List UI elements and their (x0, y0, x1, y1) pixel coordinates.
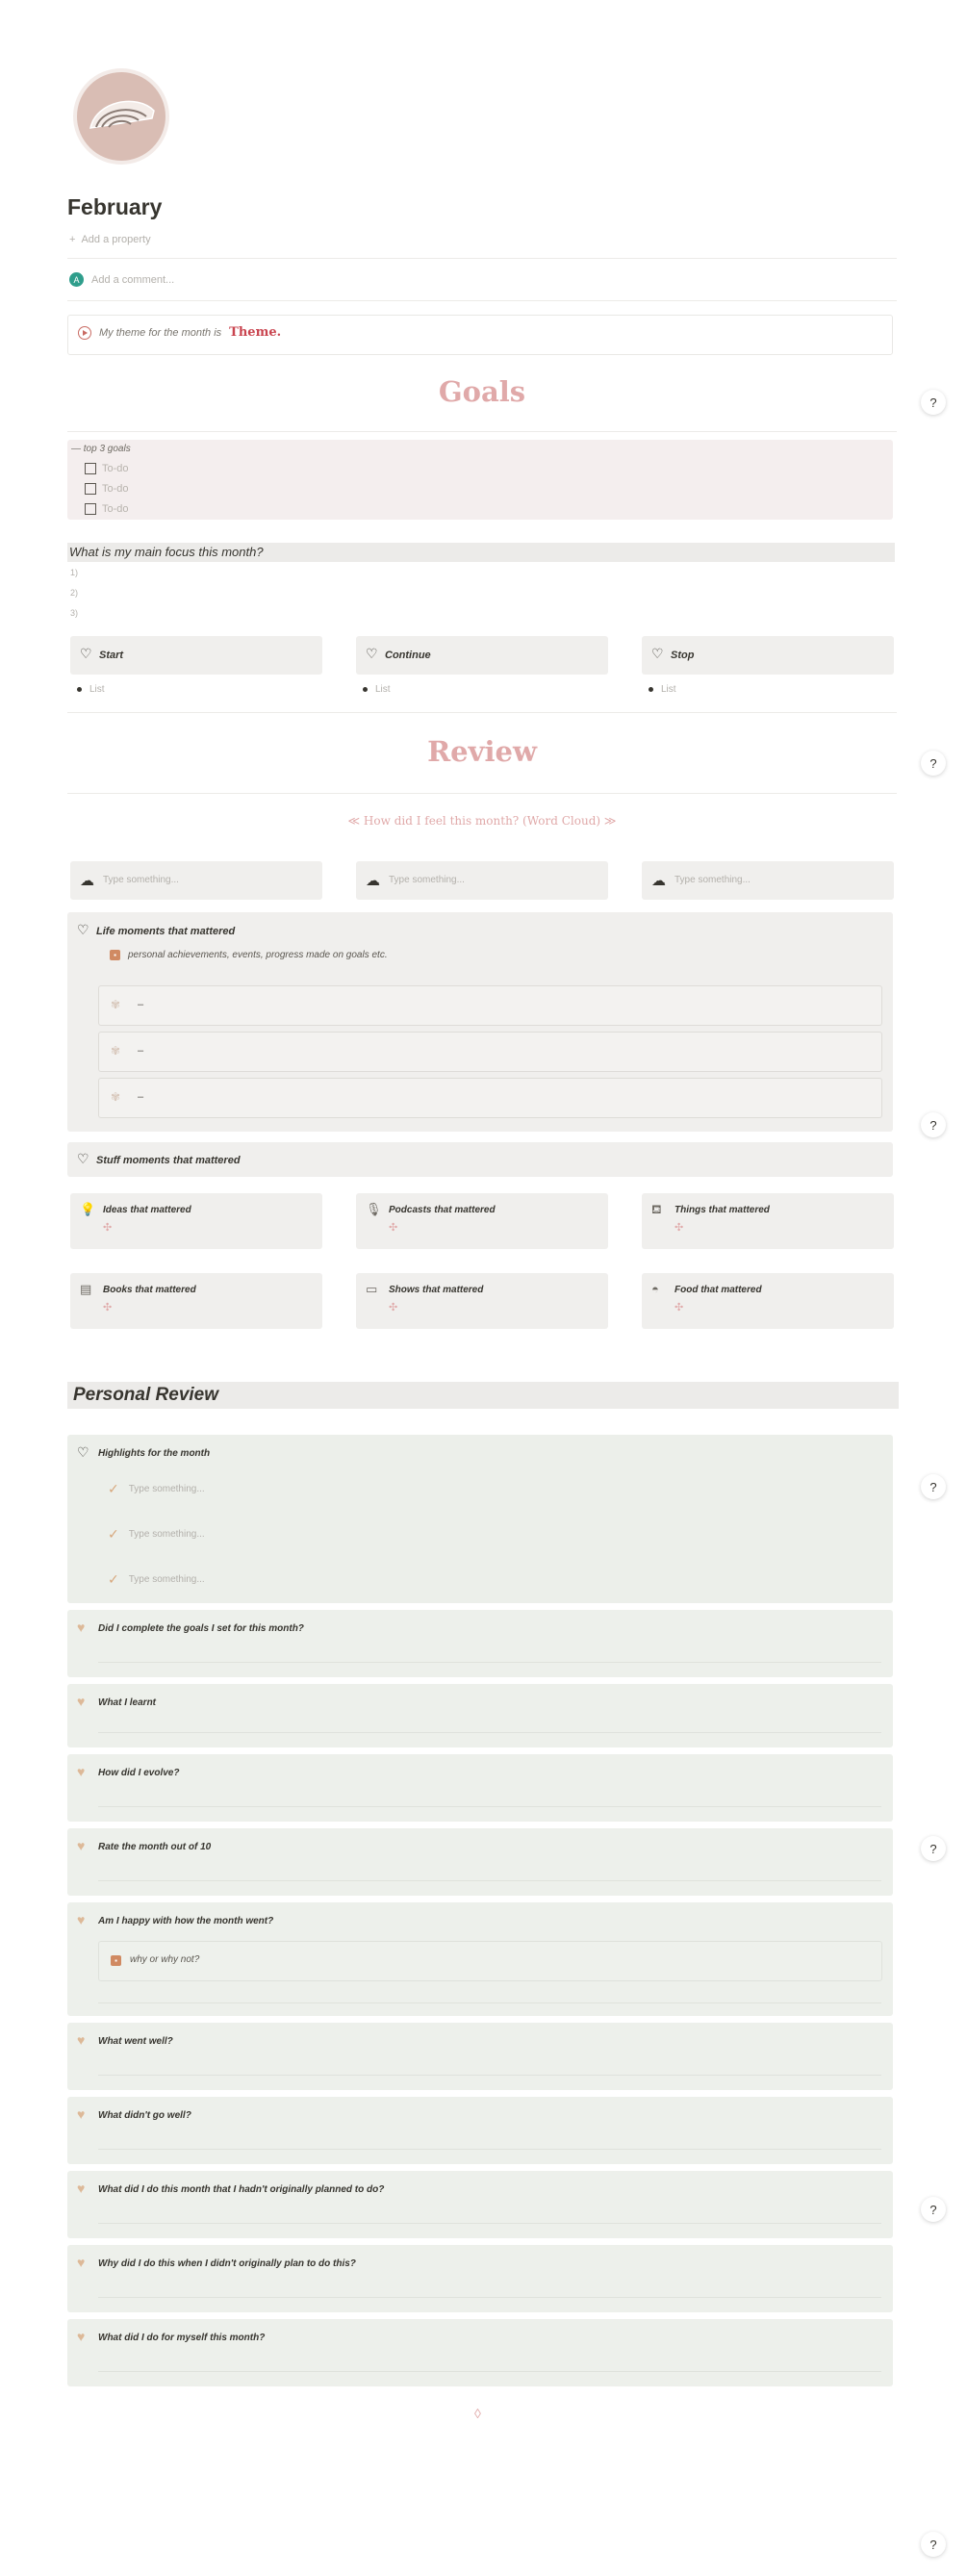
personal-review-heading[interactable]: Personal Review (67, 1382, 899, 1409)
books-icon: ▤ (80, 1282, 92, 1296)
callout-title: Shows that mattered (389, 1285, 484, 1295)
todo-text[interactable]: To-do (102, 503, 129, 515)
theme-callout[interactable] (67, 315, 893, 355)
heart-outline-icon: ♡ (77, 922, 89, 937)
feeling-input[interactable] (642, 861, 894, 900)
heart-icon: ♥ (77, 2106, 86, 2122)
plus-icon: + (69, 234, 76, 245)
stop-callout[interactable] (642, 636, 894, 675)
question-callout[interactable] (67, 2319, 893, 2386)
podcasts-callout[interactable] (356, 1193, 608, 1249)
sparkle-icon: ✾ (111, 1090, 121, 1104)
life-moments-note: ▪ personal achievements, events, progress made on goals etc. (110, 950, 388, 960)
question-text: Why did I do this when I didn't originally plan to do this? (98, 2258, 356, 2269)
note-icon: ▪ (110, 950, 120, 960)
microphone-icon: 🎙 (366, 1202, 382, 1216)
theme-prefix: My theme for the month is (99, 326, 222, 339)
question-callout[interactable] (67, 2023, 893, 2090)
add-icon[interactable]: ✣ (674, 1302, 684, 1314)
check-icon: ✓ (108, 1571, 119, 1587)
page-icon[interactable] (77, 72, 165, 161)
top-goals-block (67, 440, 893, 520)
help-button[interactable]: ? (921, 2532, 946, 2557)
goals-heading: Goals (438, 375, 526, 408)
help-button[interactable]: ? (921, 1836, 946, 1861)
checkbox[interactable] (85, 503, 96, 515)
todo-item[interactable] (85, 483, 129, 495)
question-text: Rate the month out of 10 (98, 1842, 212, 1852)
feeling-input[interactable] (356, 861, 608, 900)
todo-item[interactable] (85, 503, 129, 515)
divider (67, 258, 897, 259)
question-callout[interactable] (67, 2097, 893, 2164)
food-callout[interactable] (642, 1273, 894, 1329)
main-focus-question[interactable]: What is my main focus this month? (67, 543, 895, 562)
add-property-button[interactable] (69, 234, 151, 245)
list-item[interactable]: List (363, 684, 391, 695)
todo-text[interactable]: To-do (102, 483, 129, 495)
things-callout[interactable] (642, 1193, 894, 1249)
question-text: What I learnt (98, 1697, 157, 1708)
page-title[interactable]: February (67, 194, 163, 219)
continue-title: Continue (385, 650, 431, 661)
continue-callout[interactable] (356, 636, 608, 675)
feeling-input[interactable] (70, 861, 322, 900)
heart-icon: ♥ (77, 2032, 86, 2048)
callout-title: Food that mattered (674, 1285, 762, 1295)
question-text: Did I complete the goals I set for this month? (98, 1623, 304, 1634)
question-callout[interactable] (67, 1902, 893, 2016)
checkbox[interactable] (85, 483, 96, 495)
placeholder: Type something... (389, 875, 465, 885)
cloud-icon: ☁ (80, 873, 94, 889)
avatar: A (69, 272, 84, 287)
heart-icon: ♥ (77, 1694, 86, 1709)
callout-title: Ideas that mattered (103, 1205, 191, 1215)
start-callout[interactable] (70, 636, 322, 675)
question-text: Am I happy with how the month went? (98, 1916, 274, 1926)
books-callout[interactable] (70, 1273, 322, 1329)
numbered-item[interactable]: 3) (70, 608, 79, 618)
placeholder: Type something... (103, 875, 179, 885)
numbered-item[interactable]: 2) (70, 588, 79, 598)
add-icon[interactable]: ✣ (103, 1222, 113, 1234)
stop-title: Stop (671, 650, 695, 661)
heart-outline-icon: ♡ (77, 1444, 89, 1460)
divider (67, 431, 897, 432)
question-callout[interactable] (67, 2245, 893, 2312)
divider (67, 712, 897, 713)
question-callout[interactable] (67, 2171, 893, 2238)
checkbox[interactable] (85, 463, 96, 474)
stuff-moments-callout[interactable] (67, 1142, 893, 1177)
list-item[interactable]: List (649, 684, 676, 695)
add-icon[interactable]: ✣ (103, 1302, 113, 1314)
add-comment-field[interactable] (69, 272, 174, 287)
highlights-title: Highlights for the month (98, 1448, 211, 1459)
highlights-callout[interactable] (67, 1435, 893, 1603)
numbered-item[interactable]: 1) (70, 568, 79, 577)
life-moments-callout[interactable] (67, 912, 893, 1132)
shows-callout[interactable] (356, 1273, 608, 1329)
todo-text[interactable]: To-do (102, 463, 129, 474)
stuff-moments-title: Stuff moments that mattered (96, 1155, 241, 1166)
cloud-icon: ☁ (366, 873, 380, 889)
why-note[interactable]: ▪ why or why not? (98, 1941, 882, 1981)
sparkle-icon: ✾ (111, 998, 121, 1011)
heart-icon: ♥ (77, 2329, 86, 2344)
word-cloud-title: ≪ How did I feel this month? (Word Cloud) ≫ (347, 814, 617, 828)
highlight-item[interactable]: ✓ Type something... (108, 1526, 205, 1542)
add-comment-placeholder: Add a comment... (91, 273, 175, 286)
life-moment-entry[interactable]: ✾ – (98, 985, 882, 1026)
heart-outline-icon: ♡ (77, 1151, 89, 1166)
life-moment-entry[interactable]: ✾ – (98, 1032, 882, 1072)
add-icon[interactable]: ✣ (389, 1222, 398, 1234)
callout-title: Podcasts that mattered (389, 1205, 496, 1215)
diamond-divider-icon: ◊ (474, 2406, 481, 2421)
help-button[interactable]: ? (921, 1474, 946, 1499)
help-button[interactable]: ? (921, 1112, 946, 1137)
highlight-item[interactable]: ✓ Type something... (108, 1571, 205, 1587)
add-property-label: Add a property (81, 234, 151, 245)
heart-icon: ♥ (77, 2181, 86, 2196)
heart-icon: ♥ (77, 1764, 86, 1779)
heart-icon: ♥ (77, 1912, 86, 1927)
question-callout[interactable] (67, 1610, 893, 1677)
heart-outline-icon: ♡ (366, 646, 378, 661)
question-text: What did I do for myself this month? (98, 2333, 266, 2343)
question-text: What didn't go well? (98, 2110, 191, 2121)
check-icon: ✓ (108, 1481, 119, 1496)
question-text: How did I evolve? (98, 1768, 180, 1778)
placeholder: Type something... (674, 875, 751, 885)
check-icon: ✓ (108, 1526, 119, 1542)
life-moment-entry[interactable]: ✾ – (98, 1078, 882, 1118)
ideas-callout[interactable] (70, 1193, 322, 1249)
heart-outline-icon: ♡ (651, 646, 664, 661)
heart-icon: ♥ (77, 2255, 86, 2270)
life-moments-title: Life moments that mattered (96, 926, 236, 937)
list-item[interactable]: List (77, 684, 105, 695)
note-icon: ▪ (111, 1955, 121, 1966)
lightbulb-icon: 💡 (80, 1202, 96, 1216)
top3-label: — top 3 goals (71, 444, 131, 454)
help-button[interactable]: ? (921, 2197, 946, 2222)
pot-icon: ⛾ (651, 1202, 662, 1216)
question-text: What went well? (98, 2036, 173, 2047)
tv-icon: ▭ (366, 1282, 378, 1296)
heart-icon: ♥ (77, 1620, 86, 1635)
divider (67, 793, 897, 794)
theme-word: Theme. (229, 325, 282, 340)
todo-item[interactable] (85, 463, 129, 474)
sparkle-icon: ✾ (111, 1044, 121, 1058)
help-button[interactable]: ? (921, 751, 946, 776)
question-callout[interactable] (67, 1828, 893, 1896)
callout-title: Books that mattered (103, 1285, 196, 1295)
heart-icon: ♥ (77, 1838, 86, 1853)
help-button[interactable]: ? (921, 390, 946, 415)
add-icon[interactable]: ✣ (674, 1222, 684, 1234)
cloud-filled-icon: ☁ (651, 873, 666, 889)
callout-title: Things that mattered (674, 1205, 770, 1215)
heart-outline-icon: ♡ (80, 646, 92, 661)
question-callout[interactable] (67, 1684, 893, 1747)
play-circle-icon (78, 326, 91, 340)
review-heading: Review (427, 735, 537, 768)
question-text: What did I do this month that I hadn't originally planned to do? (98, 2184, 385, 2195)
add-icon[interactable]: ✣ (389, 1302, 398, 1314)
start-title: Start (99, 650, 124, 661)
question-callout[interactable] (67, 1754, 893, 1822)
divider (67, 300, 897, 301)
highlight-item[interactable]: ✓ Type something... (108, 1481, 205, 1496)
bowl-icon: ◓ (651, 1282, 659, 1296)
